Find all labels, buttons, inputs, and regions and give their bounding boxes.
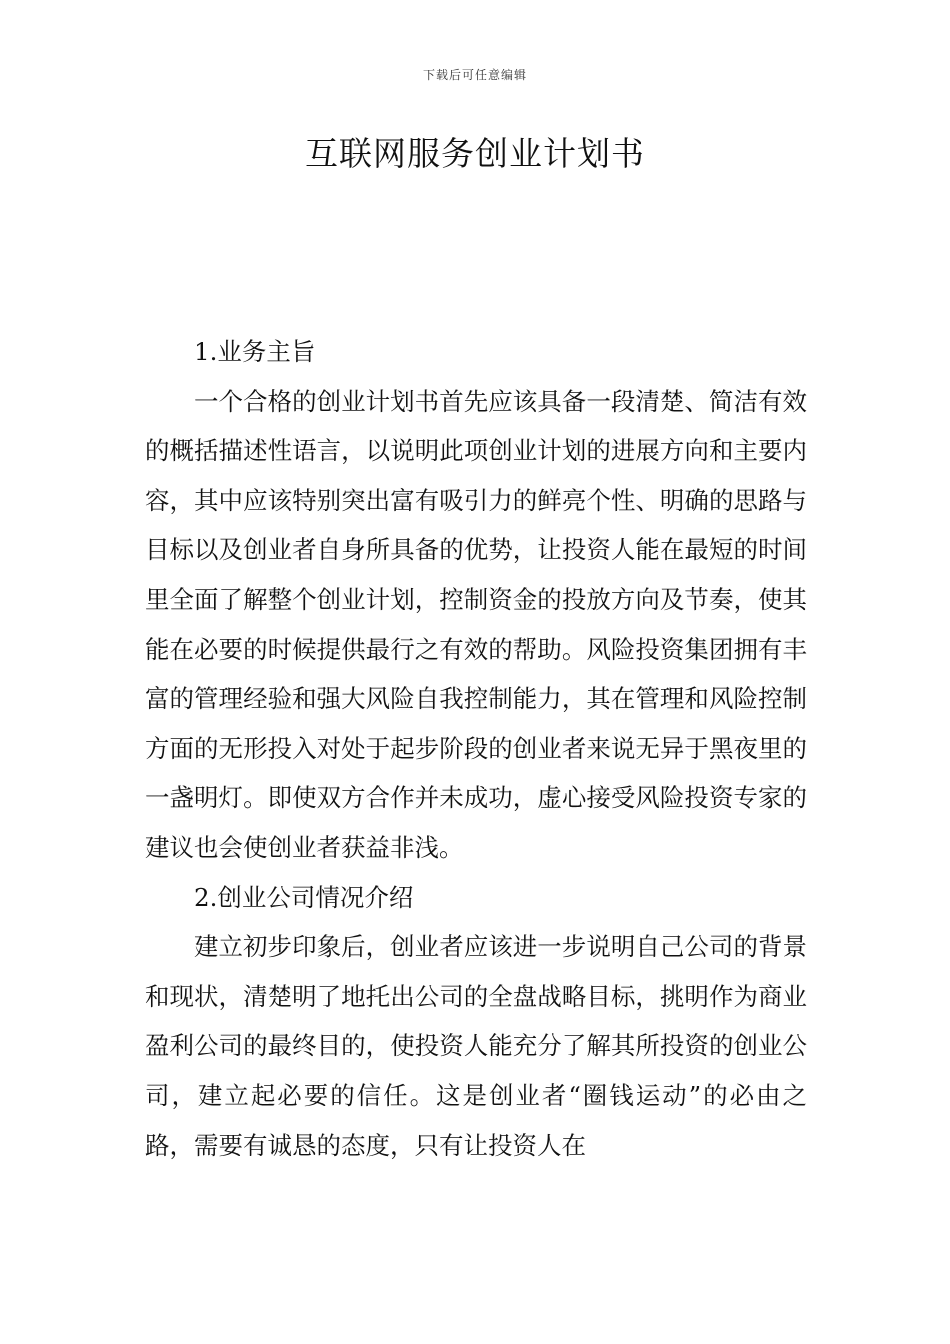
paragraph-1: 一个合格的创业计划书首先应该具备一段清楚、简洁有效的概括描述性语言，以说明此项创业计划的进展方向和主要内容，其中应该特别突出富有吸引力的鲜亮个性、明确的思路与目标以及创业者自身所具备的优势，让投资人能在最短的时间里全面了解整个创业计划，控制资金的投放方向及节奏，使其能在必要的时候提供最行之有效的帮助。风险投资集团拥有丰富的管理经验和强大风险自我控制能力，其在管理和风险控制方面的无形投入对处于起步阶段的创业者来说无异于黑夜里的一盏明灯。即使双方合作并未成功，虚心接受风险投资专家的建议也会使创业者获益非浅。 [145,386,807,862]
document-body [145,327,807,1170]
section-heading-2: 2.创业公司情况介绍 [194,882,414,912]
paragraph-2: 建立初步印象后，创业者应该进一步说明自己公司的背景和现状，清楚明了地托出公司的全盘战略目标，挑明作为商业盈利公司的最终目的，使投资人能充分了解其所投资的创业公司，建立起必要的信任。这是创业者“圈钱运动”的必由之路，需要有诚恳的态度，只有让投资人在 [145,932,807,1160]
section-heading-1: 1.业务主旨 [194,337,316,366]
header-watermark: 下载后可任意编辑 [422,68,527,82]
document-title: 互联网服务创业计划书 [305,134,645,173]
